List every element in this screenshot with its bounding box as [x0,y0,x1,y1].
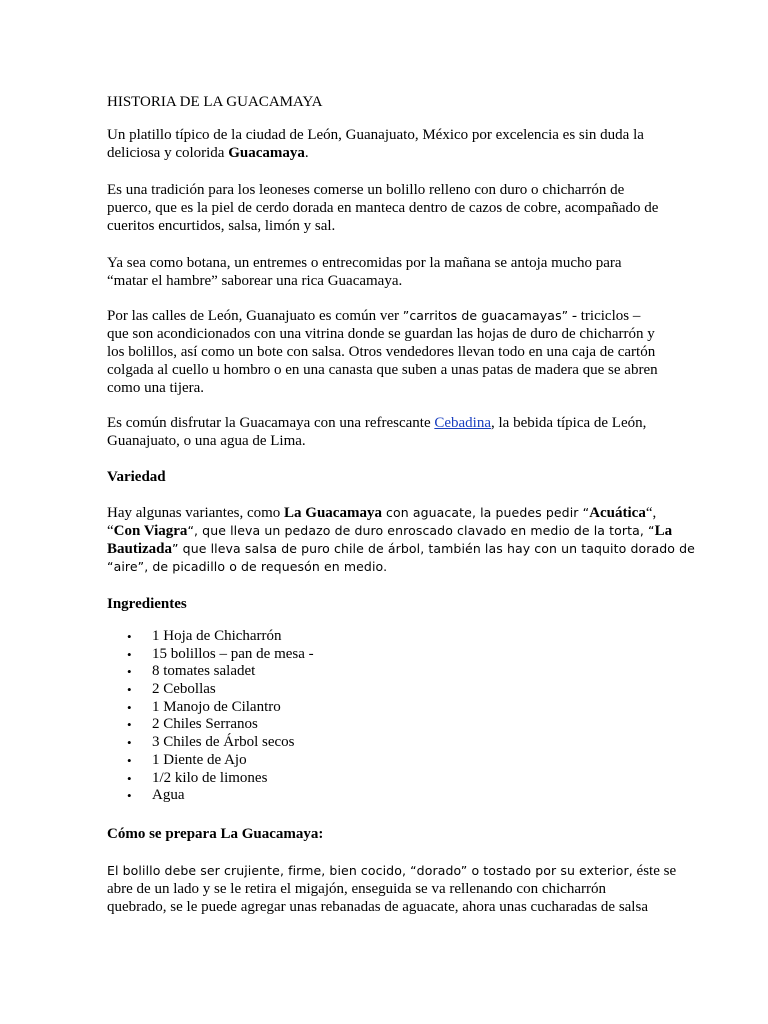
paragraph-line: puerco, que es la piel de cerdo dorada en manteca dentro de cazos de cobre, acompañado de [107,200,659,216]
ingredient-text: 1 Hoja de Chicharrón [152,628,282,644]
ingredient-text: 2 Cebollas [152,681,216,698]
text-run-alt-font: “, que lleva un pedazo de duro enroscado clavado en medio de la torta, “ [187,523,655,538]
paragraph-intro [107,126,667,162]
bold-text: Con Viagra [113,523,188,539]
paragraph-line: “matar el hambre” saborear una rica Guacamaya. [107,273,403,289]
bold-text: La Guacamaya [284,505,382,521]
list-item [107,646,314,664]
bullet-icon: • [127,682,132,698]
ingredient-text: 15 bolillos – pan de mesa - [152,645,314,662]
paragraph-calles [107,307,667,397]
paragraph-line: abre de un lado y se le retira el migajón, enseguida se va rellenando con chicharrón [107,881,606,897]
bold-text: La [654,523,673,539]
cebadina-link[interactable]: Cebadina [434,415,492,431]
text-run-alt-font: ”carritos de guacamayas” [402,308,569,323]
text-run: “, [645,505,657,521]
heading-ingredientes [107,595,667,613]
ingredient-text: 3 Chiles de Árbol secos [152,734,295,751]
paragraph-line [107,540,695,558]
list-item [107,752,314,770]
text-run: - triciclos – [568,308,641,324]
ingredients-list [107,628,314,805]
bullet-icon: • [127,770,132,786]
bullet-icon: • [127,664,132,680]
text-run-alt-font: ” que lleva salsa de puro chile de árbol, también las hay con un taquito dorado de [172,541,695,556]
paragraph-line: como una tijera. [107,380,205,396]
paragraph-line: colgada al cuello u hombro o en una canasta que suben a unas patas de madera que se abren [107,362,658,378]
text-run: , la bebida típica de León, [491,415,647,431]
ingredient-text: 1/2 kilo de limones [152,769,268,786]
paragraph-cebadina [107,414,667,450]
ingredient-text: Agua [152,787,185,804]
paragraph-tradicion [107,181,667,235]
text-run: “ [107,523,114,539]
list-item [107,716,314,734]
bold-text-guacamaya: Guacamaya [228,145,305,161]
list-item [107,770,314,788]
paragraph-line: Guanajuato, o una agua de Lima. [107,433,306,449]
paragraph-line [107,414,667,432]
ingredient-text: 2 Chiles Serranos [152,716,258,733]
paragraph-preparacion [107,862,677,916]
paragraph-variantes [107,504,695,576]
text-run-alt-font: El bolillo debe ser crujiente, firme, bien cocido, “dorado” o tostado por su exterior, [107,863,633,878]
paragraph-line: los bolillos, así como un bote con salsa. Otros vendedores llevan todo en una caja de cartón [107,344,656,360]
paragraph-line: quebrado, se le puede agregar unas rebanadas de aguacate, ahora unas cucharadas de salsa [107,899,648,915]
text-run: Por las calles de León, Guanajuato es común ver [107,308,403,324]
bold-text: Acuática [589,505,646,521]
bold-text: Bautizada [107,541,173,557]
text-run-alt-font: con aguacate, la puedes pedir “ [381,505,590,520]
text-run: éste se [632,863,677,879]
paragraph-line: Un platillo típico de la ciudad de León, Guanajuato, México por excelencia es sin duda la [107,127,644,143]
text-run: deliciosa y colorida [107,145,229,161]
paragraph-line: Ya sea como botana, un entremes o entrecomidas por la mañana se antoja mucho para [107,255,622,271]
bullet-icon: • [127,735,132,751]
heading-variedad [107,468,667,486]
bullet-icon: • [127,646,132,662]
paragraph-line: “aire”, de picadillo o de requesón en medio. [107,559,388,574]
document-title [107,93,667,111]
paragraph-line [107,307,667,325]
list-item [107,663,314,681]
paragraph-line [107,522,673,540]
text-run: Hay algunas variantes, como [107,505,285,521]
ingredient-text: 8 tomates saladet [152,663,256,680]
heading-ingredientes-text: Ingredientes [107,596,187,612]
ingredient-text: 1 Diente de Ajo [152,751,247,768]
bullet-icon: • [127,629,132,644]
paragraph-line [107,144,667,162]
paragraph-line [107,504,667,522]
list-item [107,628,314,646]
paragraph-line: cueritos encurtidos, salsa, limón y sal. [107,218,336,234]
ingredient-text: 1 Manojo de Cilantro [152,698,281,715]
list-item [107,699,314,717]
paragraph-line [107,862,677,880]
bullet-icon: • [127,717,132,733]
heading-variedad-text: Variedad [107,469,166,485]
heading-preparacion [107,825,667,843]
bullet-icon: • [127,788,132,804]
paragraph-line: que son acondicionados con una vitrina donde se guardan las hojas de duro de chicharrón y [107,326,655,342]
document-title-text: HISTORIA DE LA GUACAMAYA [107,94,323,110]
text-run: . [304,145,309,161]
list-item [107,681,314,699]
bullet-icon: • [127,752,132,768]
document-page [107,0,695,1024]
text-run: Es común disfrutar la Guacamaya con una refrescante [107,415,435,431]
bullet-icon: • [127,699,132,715]
list-item [107,787,314,805]
paragraph-line: Es una tradición para los leoneses comerse un bolillo relleno con duro o chicharrón de [107,182,625,198]
heading-preparacion-text: Cómo se prepara La Guacamaya: [107,826,324,842]
list-item [107,734,314,752]
paragraph-botana [107,254,667,290]
